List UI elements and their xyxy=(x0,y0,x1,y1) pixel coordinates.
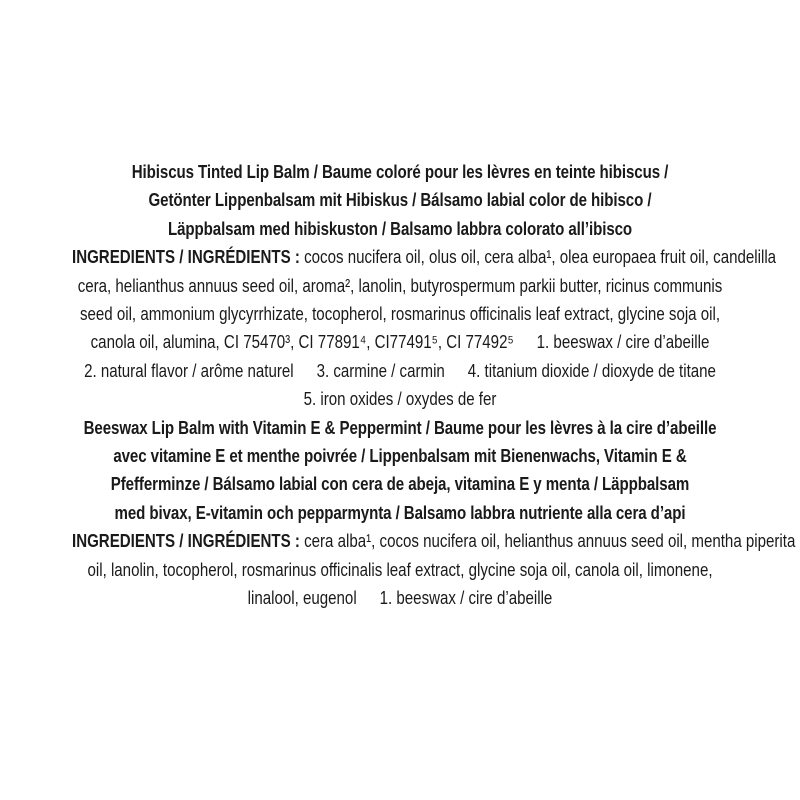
ingredient-label xyxy=(0,158,800,613)
product1-footnote-3: 3. carmine / carmin xyxy=(316,359,445,381)
product2-ingredients-row-3 xyxy=(72,584,728,612)
product1-ingredients-text-4: canola oil, alumina, CI 75470³, CI 77891⁴, CI77491⁵, CI 77492⁵ xyxy=(90,331,514,353)
product1-title-line-3: Läppbalsam med hibiskuston / Balsamo labbra colorato all’ibisco xyxy=(167,217,633,239)
product1-ingredients-row-1 xyxy=(72,243,777,271)
product2-footnote-1: 1. beeswax / cire d’abeille xyxy=(379,587,553,609)
product2-ingredients-text-1: cera alba¹, cocos nucifera oil, helianthus annuus seed oil, mentha piperita xyxy=(304,530,796,552)
product1-ingredients-row-3: seed oil, ammonium glycyrrhizate, tocopherol, rosmarinus officinalis leaf extract, glycine soja oil, xyxy=(79,303,721,325)
product1-title-line-1: Hibiscus Tinted Lip Balm / Baume coloré pour les lèvres en teinte hibiscus / xyxy=(131,161,669,182)
product1-footnote-2: 2. natural flavor / arôme naturel xyxy=(84,359,294,381)
product1-footnote-5-row: 5. iron oxides / oxydes de fer xyxy=(303,388,497,410)
product2-ingredients-row-1 xyxy=(72,527,796,555)
product2-title-line-2: avec vitamine E et menthe poivrée / Lippenbalsam mit Bienenwachs, Vitamin E & xyxy=(113,445,687,467)
product1-ingredients-row-4 xyxy=(72,328,728,356)
product2-ingredients-label: INGREDIENTS / INGRÉDIENTS : xyxy=(72,530,300,552)
product2-ingredients-text-3: linalool, eugenol xyxy=(247,587,357,609)
product1-footnote-1: 1. beeswax / cire d’abeille xyxy=(536,331,710,353)
product2-title-line-4: med bivax, E-vitamin och pepparmynta / Balsamo labbra nutriente alla cera d’api xyxy=(114,501,686,523)
product1-footnote-4: 4. titanium dioxide / dioxyde de titane xyxy=(467,359,716,381)
product1-ingredients-text-1: cocos nucifera oil, olus oil, cera alba¹, olea europaea fruit oil, candelilla xyxy=(304,246,777,268)
product2-title-line-3: Pfefferminze / Bálsamo labial con cera de abeja, vitamina E y menta / Läppbalsam xyxy=(110,473,690,495)
product1-ingredients-label: INGREDIENTS / INGRÉDIENTS : xyxy=(72,246,300,268)
product2-title-line-1: Beeswax Lip Balm with Vitamin E & Peppermint / Baume pour les lèvres à la cire d’abeille xyxy=(83,416,717,438)
product1-title-line-2: Getönter Lippenbalsam mit Hibiskus / Bálsamo labial color de hibisco / xyxy=(148,189,652,211)
product1-footnotes-row xyxy=(72,357,728,385)
product1-ingredients-row-2: cera, helianthus annuus seed oil, aroma², lanolin, butyrospermum parkii butter, ricinus communis xyxy=(77,274,723,296)
product2-ingredients-row-2: oil, lanolin, tocopherol, rosmarinus officinalis leaf extract, glycine soja oil, canola oil, limonene, xyxy=(87,558,713,580)
